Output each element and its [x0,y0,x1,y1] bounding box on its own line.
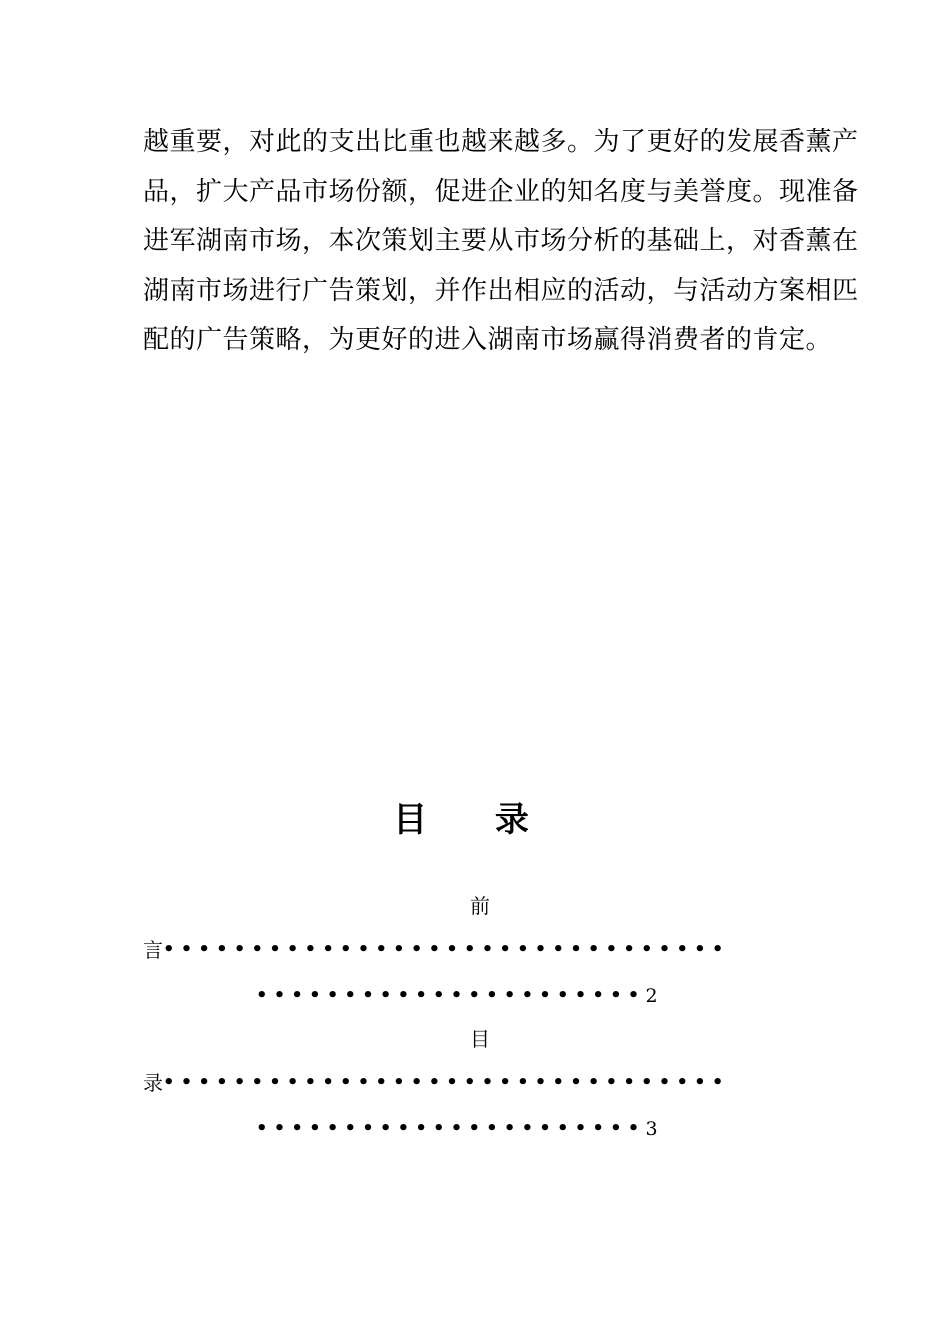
paragraph-line: 越重要，对此的支出比重也越来越多。为了更好的发展香薰产 [143,127,859,157]
toc-page-number: 2 [645,985,658,1007]
paragraph-line: 湖南市场进行广告策划，并作出相应的活动，与活动方案相匹 [143,275,859,306]
paragraph-line: 进军湖南市场，本次策划主要从市场分析的基础上，对香薰在 [143,226,859,256]
toc-entry-line1 [143,934,730,966]
paragraph-line: 配的广告策略，为更好的进入湖南市场赢得消费者的肯定。 [143,325,833,355]
toc-entry-second-char: 录 [143,1071,163,1095]
toc-entry-line2 [256,980,658,1012]
toc-entry-line1 [143,1067,730,1099]
toc-leader-dots: •••••••••••••••••••••••••••••••• [163,939,730,960]
intro-paragraph [143,118,859,366]
toc-title: 目 录 [393,800,557,840]
toc-page-number: 3 [645,1118,658,1140]
toc-entry-second-char: 言 [143,938,163,962]
toc-leader-dots: •••••••••••••••••••••• [256,1118,646,1139]
toc-leader-dots: •••••••••••••••••••••••••••••••• [163,1072,730,1093]
toc-leader-dots: •••••••••••••••••••••• [256,985,646,1006]
toc-entry-first-char: 目 [470,1027,490,1051]
toc-entry-line2 [256,1113,658,1145]
toc-entry-first-char: 前 [470,894,490,918]
paragraph-line: 品，扩大产品市场份额，促进企业的知名度与美誉度。现准备 [143,176,859,207]
